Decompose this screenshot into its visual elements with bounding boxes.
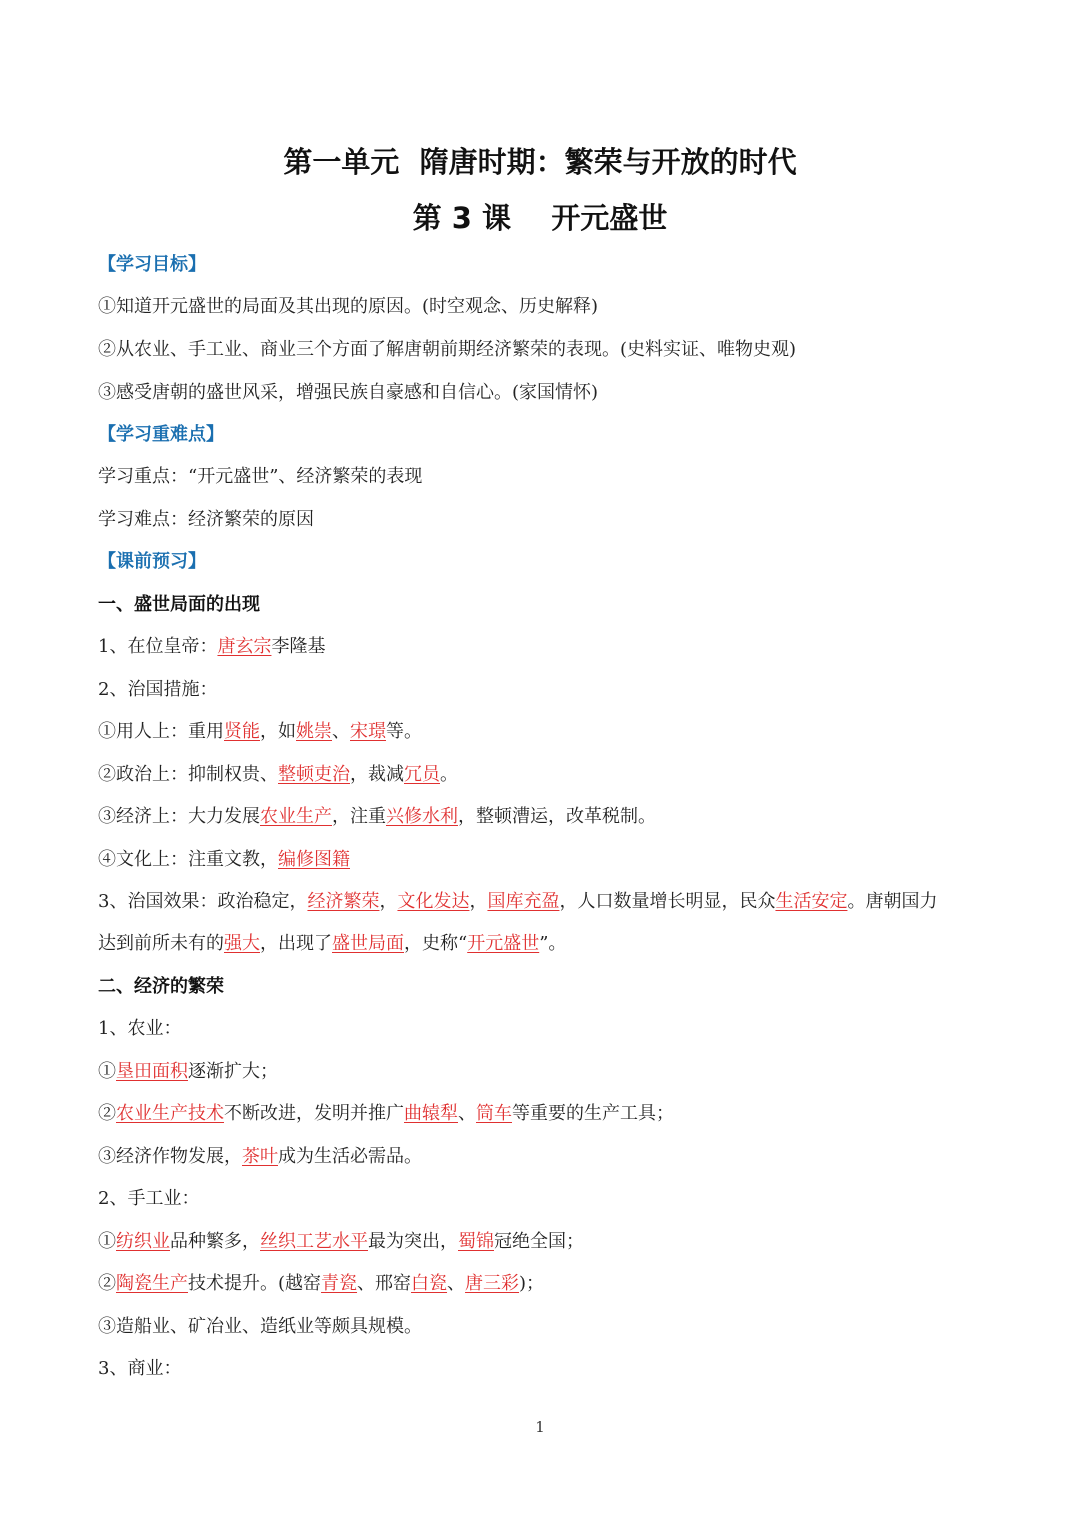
text: )； xyxy=(519,1273,545,1294)
content-line xyxy=(98,805,990,829)
text: 品种繁多， xyxy=(170,1231,260,1252)
text: ④文化上：注重文教， xyxy=(98,849,278,870)
text: 技术提升。(越窑 xyxy=(188,1273,322,1294)
text: 、 xyxy=(332,721,350,742)
answer-text: 编修图籍 xyxy=(278,849,350,870)
text: 等重要的生产工具； xyxy=(512,1103,674,1124)
answer-text: 唐三彩 xyxy=(465,1273,520,1294)
content-line xyxy=(98,1102,990,1126)
answer-text: 青瓷 xyxy=(321,1273,358,1294)
text: ，整顿漕运，改革税制。 xyxy=(458,806,656,827)
subheading-text: 二、经济的繁荣 xyxy=(98,976,224,997)
text: ③经济上：大力发展 xyxy=(98,806,260,827)
text: ，注重 xyxy=(332,806,386,827)
answer-text: 陶瓷生产 xyxy=(116,1273,188,1294)
text: 等。 xyxy=(386,721,422,742)
answer-text: 纺织业 xyxy=(116,1231,170,1252)
text: 。唐朝国力 xyxy=(847,891,938,912)
section-label: 【学习目标】 xyxy=(98,254,206,275)
content-line xyxy=(98,1145,990,1169)
answer-text: 宋璟 xyxy=(350,721,386,742)
text: 、邢窑 xyxy=(357,1273,412,1294)
text: 不断改进，发明并推广 xyxy=(224,1103,404,1124)
text: ，出现了 xyxy=(260,933,332,954)
text: ③经济作物发展， xyxy=(98,1146,242,1167)
subheading-economy xyxy=(98,975,990,999)
answer-text: 冗员 xyxy=(404,764,440,785)
answer-text: 整顿吏治 xyxy=(278,764,350,785)
goal-item: ③感受唐朝的盛世风采，增强民族自豪感和自信心。(家国情怀) xyxy=(98,382,599,403)
answer-text: 姚崇 xyxy=(296,721,332,742)
answer-text: 垦田面积 xyxy=(116,1061,188,1082)
text: ① xyxy=(98,1231,116,1252)
answer-text: 强大 xyxy=(224,933,260,954)
answer-text: 开元盛世 xyxy=(467,933,540,954)
content-line: 2、治国措施： xyxy=(98,679,218,700)
text: 。 xyxy=(440,764,458,785)
text: 李隆基 xyxy=(271,636,326,657)
content-line: ③造船业、矿冶业、造纸业等颇具规模。 xyxy=(98,1316,422,1337)
content-line xyxy=(98,1230,990,1254)
answer-text: 蜀锦 xyxy=(458,1231,494,1252)
text: ①用人上：重用 xyxy=(98,721,224,742)
unit-title: 第一单元 隋唐时期：繁荣与开放的时代 xyxy=(283,145,797,179)
section-heading-preview xyxy=(98,550,990,574)
text: ② xyxy=(98,1103,116,1124)
answer-text: 经济繁荣 xyxy=(307,891,380,912)
text: ，史称“ xyxy=(404,933,468,954)
answer-text: 盛世局面 xyxy=(332,933,404,954)
text: ① xyxy=(98,1061,116,1082)
content-line: 2、手工业： xyxy=(98,1188,200,1209)
answer-text: 白瓷 xyxy=(411,1273,448,1294)
keypoint-item: 学习难点：经济繁荣的原因 xyxy=(98,509,314,530)
answer-text: 唐玄宗 xyxy=(217,636,272,657)
text: ，如 xyxy=(260,721,296,742)
answer-text: 兴修水利 xyxy=(386,806,458,827)
answer-text: 生活安定 xyxy=(775,891,848,912)
content-line xyxy=(98,1060,990,1084)
text: ，人口数量增长明显，民众 xyxy=(559,891,776,912)
lesson-title: 第 3 课 开元盛世 xyxy=(412,201,668,235)
text: ，裁减 xyxy=(350,764,404,785)
content-line xyxy=(98,1272,990,1296)
content-line xyxy=(98,890,990,914)
text: 逐渐扩大； xyxy=(188,1061,278,1082)
section-heading-goals xyxy=(98,253,990,277)
answer-text: 国库充盈 xyxy=(487,891,560,912)
text: ②政治上：抑制权贵、 xyxy=(98,764,278,785)
answer-text: 农业生产 xyxy=(260,806,332,827)
content-line xyxy=(98,848,990,872)
section-label: 【学习重难点】 xyxy=(98,424,224,445)
text: 1、在位皇帝： xyxy=(98,636,218,657)
answer-text: 农业生产技术 xyxy=(116,1103,224,1124)
answer-text: 茶叶 xyxy=(242,1146,278,1167)
section-label: 【课前预习】 xyxy=(98,551,206,572)
text: 成为生活必需品。 xyxy=(278,1146,422,1167)
goal-item: ②从农业、手工业、商业三个方面了解唐朝前期经济繁荣的表现。(史料实证、唯物史观) xyxy=(98,339,797,360)
keypoint-item: 学习重点：“开元盛世”、经济繁荣的表现 xyxy=(98,466,423,487)
answer-text: 曲辕犁 xyxy=(404,1103,458,1124)
content-line xyxy=(98,932,990,956)
section-heading-keypoints xyxy=(98,423,990,447)
content-line: 3、商业： xyxy=(98,1358,182,1379)
content-line xyxy=(98,720,990,744)
text: 、 xyxy=(458,1103,476,1124)
text: 最为突出， xyxy=(368,1231,458,1252)
text: 、 xyxy=(447,1273,466,1294)
text: ② xyxy=(98,1273,116,1294)
page-number: 1 xyxy=(535,1418,545,1436)
content-line xyxy=(98,635,990,659)
text: 3、治国效果：政治稳定， xyxy=(98,891,308,912)
content-line: 1、农业： xyxy=(98,1018,182,1039)
answer-text: 文化发达 xyxy=(397,891,470,912)
content-line xyxy=(98,763,990,787)
text: ”。 xyxy=(539,933,567,954)
answer-text: 贤能 xyxy=(224,721,260,742)
answer-text: 丝织工艺水平 xyxy=(260,1231,368,1252)
text: 达到前所未有的 xyxy=(98,933,224,954)
text: ， xyxy=(379,891,398,912)
text: ， xyxy=(469,891,488,912)
answer-text: 筒车 xyxy=(476,1103,512,1124)
goal-item: ①知道开元盛世的局面及其出现的原因。(时空观念、历史解释) xyxy=(98,296,599,317)
subheading-prosperity xyxy=(98,593,990,617)
text: 冠绝全国； xyxy=(494,1231,584,1252)
subheading-text: 一、盛世局面的出现 xyxy=(98,594,260,615)
